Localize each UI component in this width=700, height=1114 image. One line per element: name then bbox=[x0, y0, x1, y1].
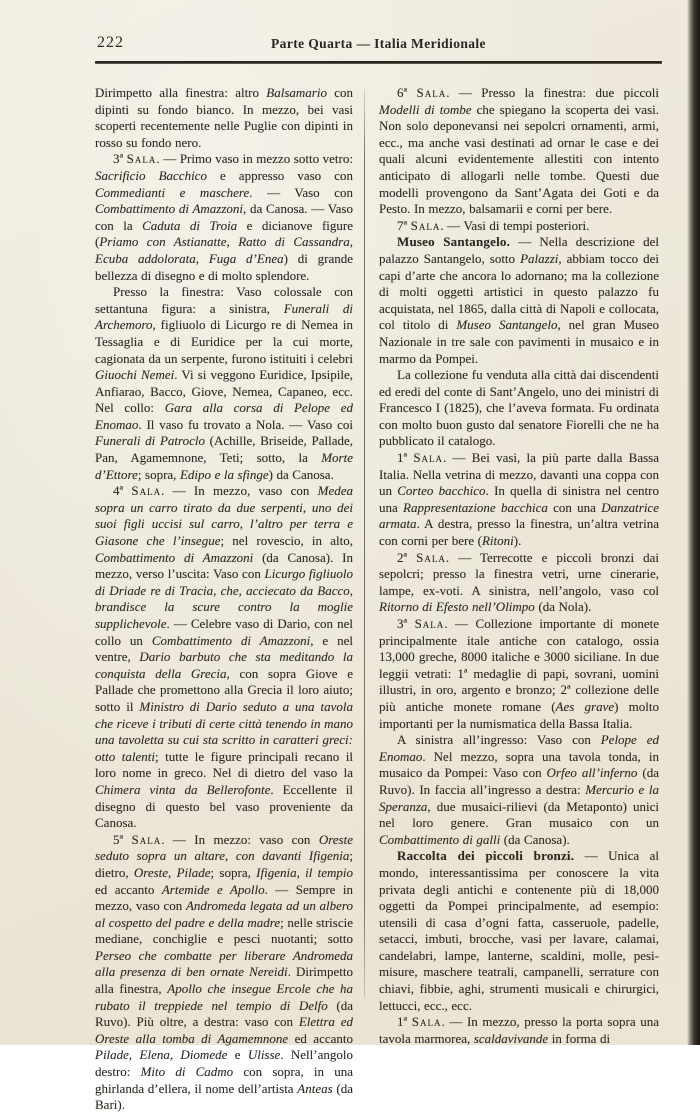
text-run: (Achille, Briseide, Pallade, Pan, Agamemnone, Teti; sotto, la bbox=[95, 433, 353, 466]
text-run: . — Terrecotte e piccoli bronzi dai sepolcri; presso la finestra vetri, urne cinerarie, lampe, ex-voti. A sinistra, nell’angolo, vaso col bbox=[379, 549, 659, 598]
text-run: 5ª bbox=[113, 831, 132, 847]
italic-run: Ritorno di Efesto nell’Olimpo bbox=[379, 599, 535, 615]
paragraph bbox=[95, 151, 353, 284]
text-run: ; sopra, bbox=[137, 466, 180, 482]
text-run: . — Bei vasi, la più parte dalla Bassa Italia. Nella vetrina di mezzo, davanti una coppa con un bbox=[379, 450, 659, 499]
text-run: che spiegano la scoperta dei vasi. Non solo deponevansi nei sepolcri ornamenti, armi, ecc., ma anche vasi destinati ad ornar le case e dei quali alcuni evidentemente allestiti con intento anticipato di allogarli nelle tombe. Questi due modelli provengono da Sant’Agata dei Goti e da Pesto. In mezzo, balsamarii e corni per bere. bbox=[379, 101, 659, 217]
scan-edge-shadow bbox=[687, 0, 700, 1045]
italic-run: Combattimento di Amazzoni bbox=[95, 201, 244, 217]
text-run: 4ª bbox=[113, 483, 132, 499]
paragraph bbox=[379, 616, 659, 732]
column-divider bbox=[364, 89, 365, 997]
text-run: . — Collezione importante di monete principalmente itale antiche con catalogo, ossia 13,000 greche, 8000 italiche e 3000 siciliane. In due leggii vetrati: 1ª medaglie di papi, sovrani, uomini illustri, in oro, argento e bronzo; 2ª collezione delle più antiche monete romane ( bbox=[379, 616, 659, 714]
text-run: (da Canosa). In mezzo, verso l’uscita: Vaso con bbox=[95, 549, 353, 582]
paragraph bbox=[95, 85, 353, 151]
smallcaps-run: Sala bbox=[416, 549, 446, 565]
italic-run: Artemide e Apollo bbox=[161, 881, 265, 897]
text-run: e bbox=[227, 1047, 248, 1063]
text-run: . — Celebre vaso di Dario, con nel collo un bbox=[95, 616, 353, 648]
italic-run: Combattimento di Amazzoni bbox=[95, 549, 254, 565]
italic-run: Oreste seduto sopra un altare, con davanti Ifigenia bbox=[95, 831, 353, 864]
text-run: e dicianove figure ( bbox=[95, 217, 353, 250]
italic-run: Edipo e la sfinge bbox=[179, 466, 269, 482]
smallcaps-run: Sala bbox=[416, 85, 447, 100]
text-run: . A destra, presso la finestra, un’altra vetrina con corni per bere ( bbox=[379, 516, 659, 549]
smallcaps-run: Sala bbox=[126, 151, 157, 167]
italic-run: Perseo che combatte per liberare Andromeda alla presenza di ben ornate Nereidi bbox=[95, 947, 353, 980]
text-run: — Unica al mondo, interessantissima per conoscere la vita privata degli antichi e contenente più di 18,000 oggetti da Pompei principalmente, ad esempio: utensili di casa d’ogni fatta, casseruole, padelle, setacci, imbuti, brocche, vasi per lavare, calamai, candelabri, lampe, lanterne, scaldini, molle, pesi-misure, maschere teatrali, campanelli, serrature con chiavi, fibbie, aghi, strumenti musicali e chirurgici, lettucci, ecc., ecc. bbox=[379, 848, 660, 1013]
italic-run: Funerali di Archemoro bbox=[95, 300, 353, 333]
italic-run: Ministro di Dario seduto a una tavola che riceve i tributi di certe città tenendo in mano una tavoletta su cui sta scritto in caratteri greci: otto talenti bbox=[95, 698, 353, 764]
paragraph bbox=[379, 1014, 659, 1047]
text-run: ; tutte le figure principali recano il loro nome in greco. Nel di dietro del vaso la bbox=[95, 748, 353, 781]
paragraph bbox=[379, 450, 659, 550]
text-run: con dipinti su fondo bianco. In mezzo, bei vasi scoperti recentemente nelle Puglie con dipinti in rosso su fondo nero. bbox=[95, 85, 353, 150]
italic-run: Ulisse bbox=[247, 1047, 281, 1063]
italic-run: Museo Santangelo bbox=[456, 317, 558, 333]
italic-run: Palazzi bbox=[520, 250, 559, 266]
italic-run: Ifigenia, il tempio bbox=[256, 864, 354, 880]
text-run: 1ª bbox=[397, 450, 414, 466]
paragraph bbox=[379, 367, 659, 450]
header-rule bbox=[95, 61, 662, 64]
italic-run: Combattimento di Amazzoni bbox=[151, 632, 311, 648]
page-number: 222 bbox=[97, 34, 124, 51]
text-run: in forma di bbox=[548, 1030, 611, 1046]
page-header bbox=[95, 34, 662, 56]
italic-run: Caduta di Troia bbox=[142, 217, 238, 233]
left-column bbox=[95, 85, 353, 1114]
text-run: , due musaici-rilievi (da Metaponto) unici nel loro genere. Gran musaico con un bbox=[379, 798, 659, 831]
italic-run: Mito di Cadmo bbox=[140, 1064, 234, 1080]
text-run: . Vi si veggono Euridice, Ipsipile, Anfiarao, Bacco, Giove, Nemea, Capaneo, ecc. Nel collo: bbox=[95, 367, 353, 416]
italic-run: Combattimento di galli bbox=[379, 831, 501, 847]
smallcaps-run: Sala bbox=[410, 217, 441, 233]
text-run: , e nel ventre, bbox=[95, 632, 353, 665]
text-run: . In quella di sinistra nel centro una bbox=[379, 483, 659, 515]
text-run: (da Nola). bbox=[534, 599, 592, 615]
text-run: . — Presso la finestra: due piccoli bbox=[446, 85, 659, 100]
italic-run: Corteo bacchico bbox=[397, 483, 486, 499]
text-run: ed accanto bbox=[95, 881, 162, 897]
smallcaps-run: Sala bbox=[413, 450, 444, 466]
italic-run: Balsamario bbox=[266, 85, 327, 100]
text-run: , figliuolo di Licurgo re di Nemea in Tessaglia e di Euridice per la cui morte, cagionata da un serpente, furono istituiti i celebri bbox=[95, 317, 353, 366]
text-run: A sinistra all’ingresso: Vaso con bbox=[397, 732, 601, 748]
paragraph bbox=[379, 550, 659, 616]
text-run: . — Vasi di tempi posteriori. bbox=[440, 217, 590, 233]
italic-run: Giuochi Nemei bbox=[95, 367, 175, 383]
text-run: . Il vaso fu trovato a Nola. — Vaso coi bbox=[138, 416, 353, 432]
italic-run: Danzatrice armata bbox=[379, 499, 659, 532]
text-run: . Nel mezzo, sopra una tavola tonda, in musaico da Pompei: Vaso con bbox=[379, 748, 659, 781]
text-run: . — In mezzo, vaso con bbox=[161, 483, 318, 499]
smallcaps-run: Sala bbox=[131, 831, 162, 847]
italic-run: Gara alla corsa di Pelope ed Enomao bbox=[95, 400, 353, 432]
text-run: 3ª bbox=[113, 151, 127, 167]
text-run: , abbiam tocco dei capi d’arte che ancora lo adornano; ma la collezione di molti oggetti artistici in questo palazzo fu acquistata, nel 1865, dalla città di Napoli e collocata, col titolo di bbox=[379, 250, 660, 333]
text-run: . — Primo vaso in mezzo sotto vetro: bbox=[156, 151, 353, 167]
text-run: . — Sempre in mezzo, vaso con bbox=[95, 881, 354, 914]
text-run: (da Ruvo). Più oltre, a destra: vaso con bbox=[95, 997, 353, 1030]
text-run: (da Bari). bbox=[95, 1080, 353, 1113]
text-run: ; nelle striscie mediane, conchiglie e pesci nuotanti; sotto bbox=[95, 914, 353, 947]
italic-run: Ritoni bbox=[481, 533, 514, 549]
text-run: La collezione fu venduta alla città dai discendenti ed eredi del conte di Sant’Angelo, uno dei ministri di Francesco I (1825), che l’aveva formata. Fu ordinata con molto buon gusto dal senatore Fiorelli che ne ha pubblicato il catalogo. bbox=[379, 367, 659, 449]
text-run: ) molto importanti per la numismatica della Bassa Italia. bbox=[379, 698, 659, 731]
italic-run: Andromeda legata ad un albero al cospetto del padre e della madre bbox=[95, 898, 354, 930]
text-run: (da Canosa). bbox=[500, 831, 570, 847]
text-run: ; dietro, bbox=[95, 848, 353, 880]
italic-run: Pelope ed Enomao bbox=[379, 732, 659, 764]
italic-run: scaldavivande bbox=[473, 1030, 549, 1046]
paragraph bbox=[379, 234, 659, 367]
text-run: 1ª bbox=[397, 1014, 412, 1030]
text-run: 6ª bbox=[397, 85, 417, 100]
italic-run: Priamo con Astianatte, Ratto di Cassandra, Ecuba addolorata, Fuga d’Enea bbox=[95, 234, 353, 266]
text-run: ; nel rovescio, in alto, bbox=[220, 533, 353, 549]
running-title: Parte Quarta — Italia Meridionale bbox=[271, 36, 486, 51]
text-run: . Eccellente il disegno di questo bel vaso proveniente da Canosa. bbox=[95, 781, 353, 831]
text-run: ed accanto bbox=[288, 1030, 353, 1046]
text-run: e appresso vaso con bbox=[206, 167, 353, 183]
text-run: ). bbox=[513, 533, 522, 549]
text-run: . Dirimpetto alla finestra, bbox=[95, 964, 353, 997]
text-run: . — In mezzo: vaso con bbox=[161, 831, 319, 847]
paragraph bbox=[379, 732, 659, 848]
italic-run: Mercurio e la Speranza bbox=[379, 781, 659, 814]
italic-run: Anteas bbox=[297, 1080, 333, 1096]
italic-run: Licurgo figliuolo di Driade re di Tracia, che, acciecato da Bacco, brandisce la scure contro la moglie supplichevole bbox=[95, 566, 353, 631]
right-column bbox=[379, 85, 659, 1047]
smallcaps-run: Sala bbox=[131, 483, 162, 499]
text-run: con sopra, in una ghirlanda d’ellera, il nome dell’artista bbox=[95, 1064, 354, 1096]
text-run: ; sopra, bbox=[210, 864, 257, 880]
bold-heading-run: Raccolta dei piccoli bronzi. bbox=[397, 848, 575, 864]
italic-run: Aes grave bbox=[555, 698, 615, 714]
paragraph bbox=[95, 483, 353, 831]
italic-run: Commedianti e maschere bbox=[95, 184, 250, 200]
paragraph bbox=[95, 284, 353, 483]
italic-run: Funerali di Patroclo bbox=[95, 433, 205, 449]
text-run: . — In mezzo, presso la porta sopra una tavola marmorea, bbox=[379, 1014, 659, 1046]
italic-run: Rappresentazione bacchica bbox=[403, 499, 548, 515]
italic-run: Modelli di tombe bbox=[379, 101, 472, 117]
italic-run: Oreste, Pilade bbox=[133, 864, 211, 880]
text-run: . Nell’angolo destro: bbox=[95, 1047, 353, 1080]
text-run: . — Vaso con bbox=[249, 184, 353, 200]
text-run: (da Ruvo). In faccia all’ingresso a destra: bbox=[379, 765, 659, 797]
italic-run: Chimera vinta da Bellerofonte bbox=[95, 781, 271, 797]
text-run: , da Canosa. — Vaso con la bbox=[95, 201, 353, 233]
text-run: ) di grande bellezza di disegno e di molto splendore. bbox=[95, 250, 354, 283]
text-run: Dirimpetto alla finestra: altro bbox=[95, 85, 267, 100]
italic-run: Pilade, Elena, Diomede bbox=[95, 1047, 228, 1063]
text-run: Presso la finestra: Vaso colossale con settantuna figura: a sinistra, bbox=[95, 284, 353, 316]
text-run: con una bbox=[547, 499, 602, 515]
italic-run: Orfeo all’inferno bbox=[546, 765, 638, 781]
italic-run: Elettra ed Oreste alla tomba di Agamemnone bbox=[95, 1014, 353, 1046]
text-run: 2ª bbox=[397, 549, 417, 565]
paragraph bbox=[379, 848, 659, 1014]
text-run: 3ª bbox=[397, 616, 415, 631]
smallcaps-run: Sala bbox=[414, 616, 445, 631]
italic-run: Sacrificio Bacchico bbox=[95, 167, 207, 183]
italic-run: Medea sopra un carro tirato da due serpenti, uno dei suoi figli uccisi sul carro, l’altro per terra e Giasone che l’insegue bbox=[95, 483, 354, 549]
bold-heading-run: Museo Santangelo. bbox=[397, 234, 511, 250]
paragraph bbox=[379, 218, 659, 235]
italic-run: Morte d’Ettore bbox=[95, 450, 353, 482]
italic-run: Dario barbuto che sta meditando la conquista della Grecia bbox=[95, 649, 354, 681]
text-run: , nel gran Museo Nazionale in tre sale con pavimenti in musaico e in marmo da Pompei. bbox=[379, 317, 659, 366]
text-run: , con sopra Giove e Pallade che promettono alla Grecia il loro aiuto; sotto il bbox=[95, 665, 354, 714]
text-run: — Nella descrizione del palazzo Santangelo, sotto bbox=[379, 234, 659, 266]
paragraph bbox=[379, 85, 659, 218]
smallcaps-run: Sala bbox=[411, 1014, 442, 1030]
paragraph bbox=[95, 832, 353, 1114]
italic-run: Apollo che insegue Ercole che ha rubato il treppiede nel tempio di Delfo bbox=[95, 981, 353, 1013]
text-run: 7ª bbox=[397, 217, 411, 233]
text-run: ) da Canosa. bbox=[268, 466, 334, 482]
